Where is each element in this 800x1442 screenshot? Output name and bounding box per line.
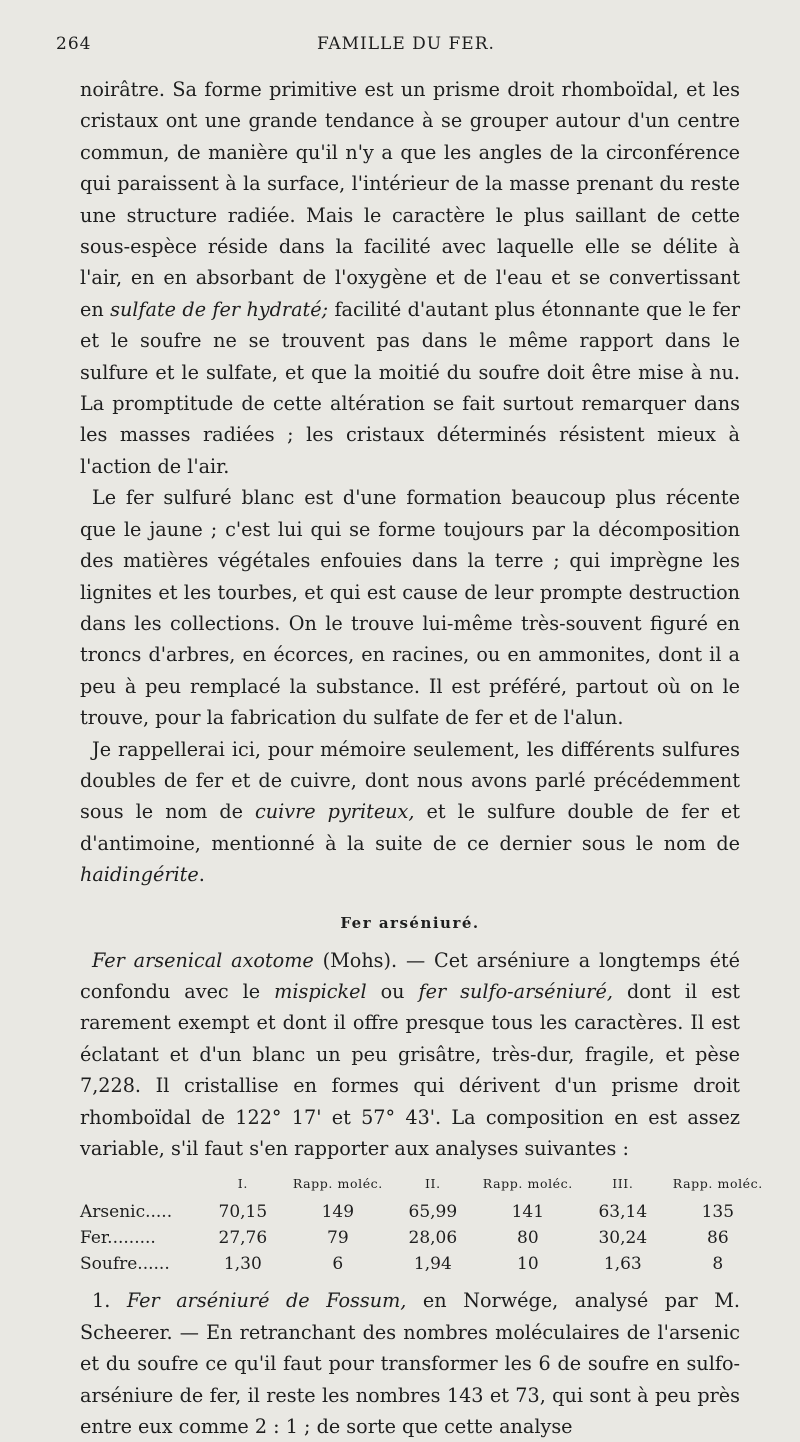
table-cell: 70,15 bbox=[218, 1202, 268, 1223]
table-cell: 1,94 bbox=[413, 1254, 452, 1275]
running-title: FAMILLE DU FER. bbox=[317, 34, 495, 54]
italic-term: haidingérite bbox=[80, 863, 199, 887]
paragraph-continuation bbox=[80, 74, 740, 482]
table-cell: 27,76 bbox=[218, 1228, 268, 1249]
analysis-table bbox=[80, 1170, 780, 1277]
table-cell: 149 bbox=[321, 1202, 355, 1223]
table-cell: 6 bbox=[332, 1254, 344, 1275]
table-row bbox=[80, 1251, 780, 1277]
table-cell: 10 bbox=[517, 1254, 539, 1275]
page-number: 264 bbox=[56, 34, 92, 54]
text-span: 1. bbox=[92, 1289, 127, 1313]
table-header-cell: III. bbox=[612, 1176, 634, 1192]
table-cell: 63,14 bbox=[598, 1202, 648, 1223]
paragraph-fer-arsenical bbox=[80, 945, 740, 1165]
italic-term: Fer arséniuré de Fossum, bbox=[126, 1289, 407, 1313]
table-cell: 141 bbox=[511, 1202, 545, 1223]
table-cell: 28,06 bbox=[408, 1228, 458, 1249]
text-span: noirâtre. Sa forme primitive est un prisme droit rhomboïdal, et les cristaux ont une grande tendance à se grouper autour d'un centre commun, de manière qu'il n'y a que les angles de la circonférence qui paraissent à la surface, l'intérieur de la masse prenant du reste une structure radiée. Mais le caractère le plus saillant de cette sous-espèce réside dans la facilité avec laquelle elle se délite à l'air, en en absorbant de l'oxygène et de l'eau et se convertissant en bbox=[80, 78, 740, 321]
table-row bbox=[80, 1225, 780, 1251]
table-header-cell: I. bbox=[237, 1176, 248, 1192]
table-header-cell bbox=[80, 1170, 210, 1199]
text-span: (Mohs). — Cet arséniure a longtemps été confondu avec le bbox=[80, 948, 741, 1003]
table-header-cell: Rapp. moléc. bbox=[672, 1176, 763, 1192]
table-header-cell: Rapp. moléc. bbox=[482, 1176, 573, 1192]
text-span: facilité d'autant plus étonnante que le fer et le soufre ne se trouvent pas dans le même rapport dans le sulfure et le sulfate, et que la moitié du soufre doit être mise à nu. La promptitude de cette altération se fait surtout remarquer dans les masses radiées ; les cristaux déterminés résistent mieux à l'action de l'air. bbox=[80, 297, 741, 478]
page-header bbox=[56, 34, 756, 64]
text-span: dont il est rarement exempt et dont il offre presque tous les caractères. Il est éclatant et d'un blanc un peu grisâtre, très-dur, fragile, et pèse 7,228. Il cristallise en formes qui dérivent d'un prisme droit rhomboïdal de 122° 17' et 57° 43'. La composition en est assez variable, s'il faut s'en rapporter aux analyses suivantes : bbox=[80, 979, 741, 1160]
table-cell: 1,63 bbox=[603, 1254, 642, 1275]
text-span: et le sulfure double de fer et d'antimoine, mentionné à la suite de ce dernier sous le nom de bbox=[80, 800, 740, 855]
text-span: ou bbox=[366, 979, 419, 1003]
table-cell: 8 bbox=[712, 1254, 724, 1275]
table-cell: 86 bbox=[707, 1228, 729, 1249]
table-cell: 135 bbox=[701, 1202, 735, 1223]
table-cell: 79 bbox=[327, 1228, 349, 1249]
table-cell: Fer......... bbox=[80, 1228, 156, 1249]
table-cell: 65,99 bbox=[408, 1202, 458, 1223]
table-header-cell: II. bbox=[425, 1176, 441, 1192]
table-cell: 80 bbox=[517, 1228, 539, 1249]
italic-term: fer sulfo-arséniuré, bbox=[418, 979, 613, 1003]
section-title: Fer arséniuré. bbox=[340, 913, 480, 932]
table-cell: 1,30 bbox=[223, 1254, 262, 1275]
paragraph-fer-sulfure-blanc: Le fer sulfuré blanc est d'une formation beaucoup plus récente que le jaune ; c'est lui qui se forme toujours par la décomposition des matières végétales enfouies dans la terre ; qui imprègne les lignites et les tourbes, et qui est cause de leur prompte destruction dans les collections. On le trouve lui-même très-souvent figuré en troncs d'arbres, en écorces, en racines, ou en ammonites, dont il a peu à peu remplacé la substance. Il est préféré, partout où on le trouve, pour la fabrication du sulfate de fer et de l'alun. bbox=[80, 486, 740, 730]
text-span: Je rappellerai ici, pour mémoire seulement, les différents sulfures doubles de fer et de cuivre, dont nous avons parlé précédemment sous le nom de bbox=[80, 737, 740, 824]
table-header-cell: Rapp. moléc. bbox=[292, 1176, 383, 1192]
text-span: en Norwége, analysé par M. Scheerer. — En retranchant des nombres moléculaires de l'arsenic et du soufre ce qu'il faut pour transformer les 6 de soufre en sulfo-arséniure de fer, il reste les nombres 143 et 73, qui sont à peu près entre eux comme 2 : 1 ; de sorte que cette analyse bbox=[80, 1289, 740, 1439]
table-cell: 30,24 bbox=[598, 1228, 648, 1249]
italic-term: cuivre pyriteux, bbox=[255, 800, 415, 824]
table-header-row bbox=[80, 1170, 780, 1199]
italic-term: mispickel bbox=[274, 979, 367, 1003]
text-span: . bbox=[198, 863, 205, 887]
italic-term: Fer arsenical axotome bbox=[92, 948, 314, 972]
page-body bbox=[80, 74, 763, 1442]
paragraph-fossum bbox=[80, 1285, 740, 1442]
table-cell: Soufre...... bbox=[80, 1254, 170, 1275]
table-cell: Arsenic..... bbox=[80, 1202, 173, 1223]
table-row bbox=[80, 1199, 780, 1225]
italic-term: sulfate de fer hydraté; bbox=[110, 297, 329, 321]
paragraph-sulfures-doubles bbox=[80, 734, 740, 891]
